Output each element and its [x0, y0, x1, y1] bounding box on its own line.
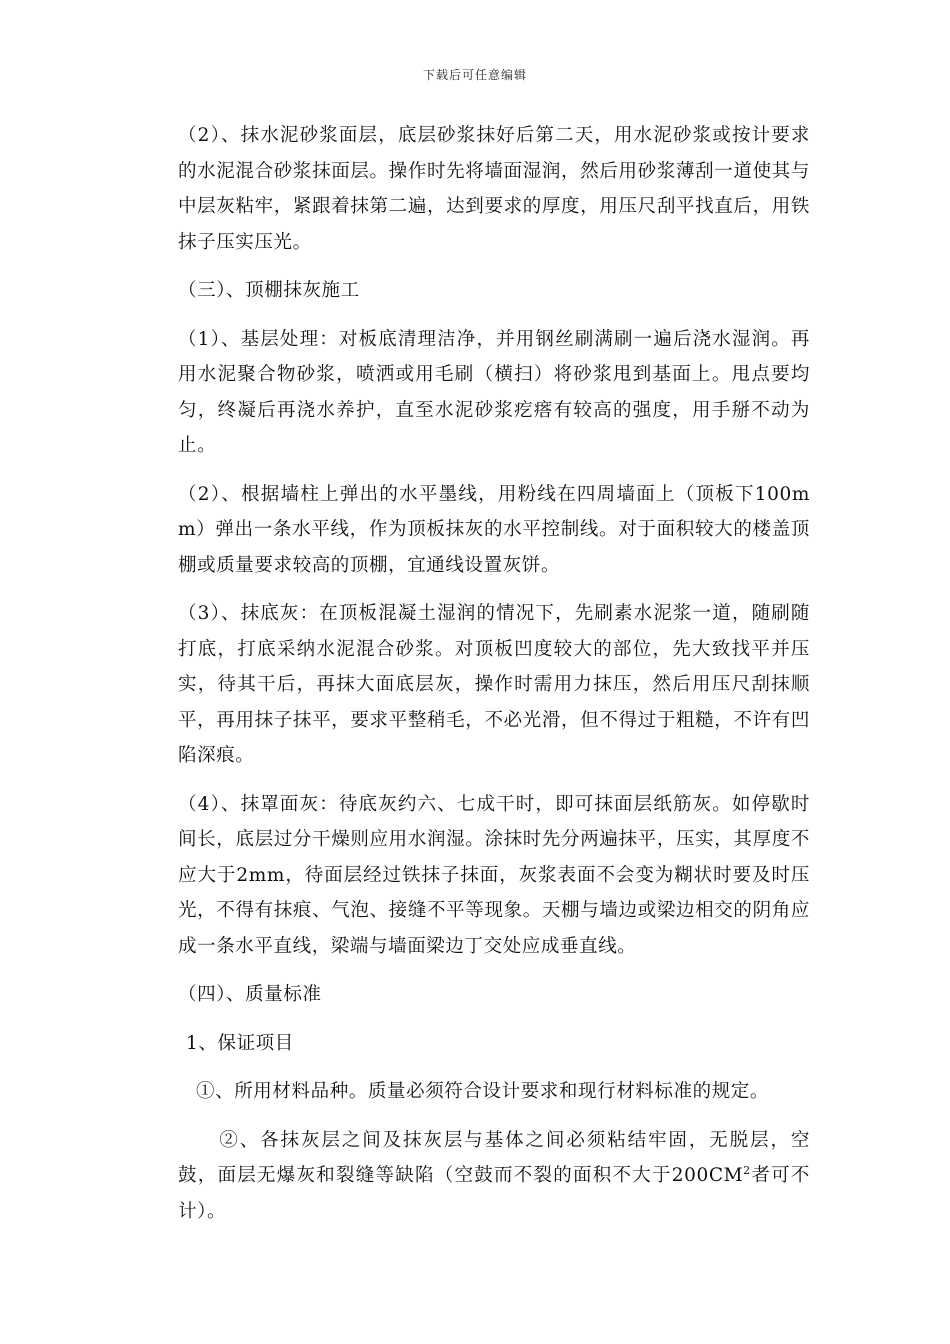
- superscript-squared: 2: [743, 1163, 751, 1177]
- paragraph-horizontal-control-line: （2）、根据墙柱上弹出的水平墨线，用粉线在四周墙面上（顶板下100mm）弹出一条水平线，作为顶板抹灰的水平控制线。对于面积较大的楼盖顶棚或质量要求较高的顶棚，宜通线设置灰饼。: [178, 483, 810, 576]
- list-item-materials: ①、所用材料品种。质量必须符合设计要求和现行材料标准的规定。: [196, 1081, 770, 1102]
- paragraph-base-coat: （3）、抹底灰：在顶板混凝土湿润的情况下，先刷素水泥浆一道，随刷随打底，打底采纳水泥混合砂浆。对顶板凹度较大的部位，先大致找平并压实，待其干后，再抹大面底层灰，操作时需用力抹压，然后用压尺刮抹顺平，再用抹子抹平，要求平整稍毛，不必光滑，但不得过于粗糙，不许有凹陷深痕。: [178, 603, 810, 766]
- document-body: [178, 118, 810, 1242]
- subheading-guarantee-items: 1、保证项目: [186, 1032, 294, 1054]
- list-item-bonding-text: ②、各抹灰层之间及抹灰层与基体之间必须粘结牢固，无脱层，空鼓，面层无爆灰和裂缝等缺陷（空鼓而不裂的面积不大于200CM: [178, 1129, 810, 1186]
- section-heading-ceiling-plastering: （三）、顶棚抹灰施工: [178, 280, 360, 301]
- paragraph-plaster-cement-mortar-surface: （2）、抹水泥砂浆面层，底层砂浆抹好后第二天，用水泥砂浆或按计要求的水泥混合砂浆抹面层。操作时先将墙面湿润，然后用砂浆薄刮一道使其与中层灰粘牢，紧跟着抹第二遍，达到要求的厚度，用压尺刮平找直后，用铁抹子压实压光。: [178, 125, 810, 253]
- list-item-bonding: [178, 1123, 810, 1230]
- paragraph-base-treatment: （1）、基层处理：对板底清理洁净，并用钢丝刷满刷一遍后浇水湿润。再用水泥聚合物砂浆，喷洒或用毛刷（横扫）将砂浆甩到基面上。甩点要均匀，终凝后再浇水养护，直至水泥砂浆疙瘩有较高的强度，用手掰不动为止。: [178, 328, 810, 456]
- paragraph-finish-coat: （4）、抹罩面灰：待底灰约六、七成干时，即可抹面层纸筋灰。如停歇时间长，底层过分干燥则应用水润湿。涂抹时先分两遍抹平，压实，其厚度不应大于2mm，待面层经过铁抹子抹面，灰浆表面不会变为糊状时要及时压光，不得有抹痕、气泡、接缝不平等现象。天棚与墙边或梁边相交的阴角应成一条水平直线，梁端与墙面梁边丁交处应成垂直线。: [178, 793, 810, 957]
- section-heading-quality-standards: （四）、质量标准: [178, 984, 322, 1005]
- list-item-bonding-tail: 者可不计）。: [178, 1165, 810, 1222]
- header-note: 下载后可任意编辑: [422, 68, 527, 82]
